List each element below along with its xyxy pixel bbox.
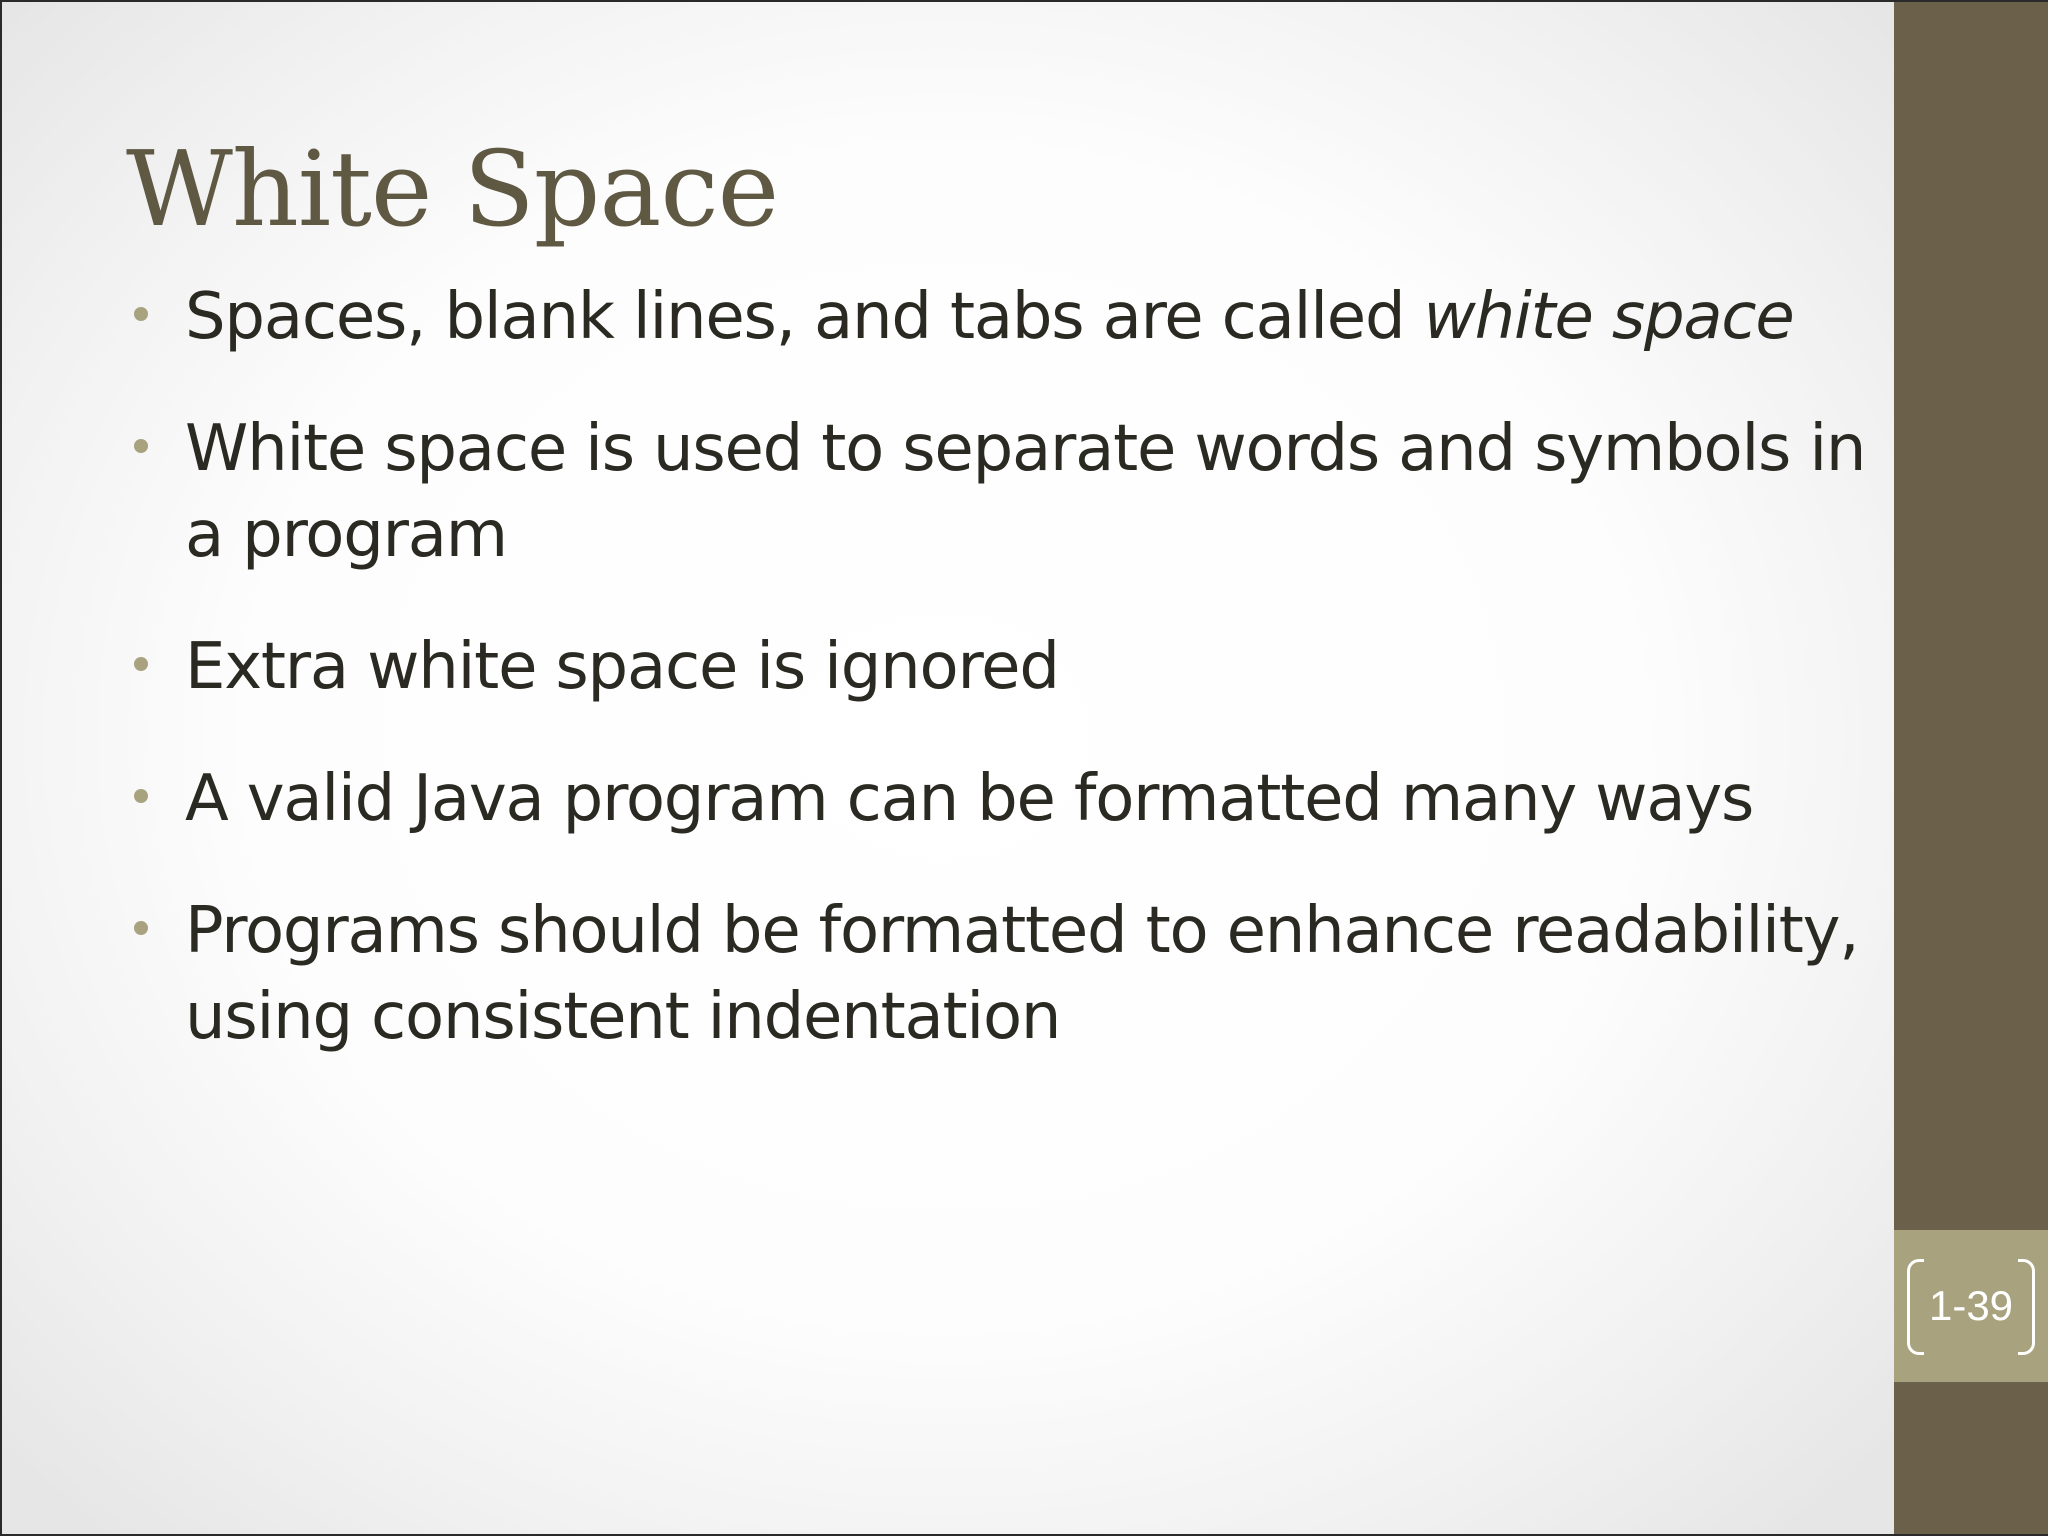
bullet-text: Programs should be formatted to enhance readability, using consistent indentation [185, 894, 1859, 1054]
slide-title: White Space [126, 128, 779, 250]
bullet-item [132, 274, 1892, 360]
bullet-emphasis: white space [1423, 280, 1794, 354]
left-bracket-icon [1907, 1259, 1924, 1355]
bullet-text: A valid Java program can be formatted many ways [185, 762, 1754, 836]
right-bracket-icon [2018, 1259, 2035, 1355]
bullet-item [132, 888, 1892, 1060]
bullet-icon [134, 921, 148, 935]
bullet-list [132, 274, 1892, 1106]
side-bar [1894, 2, 2048, 1534]
bullet-icon [134, 439, 148, 453]
bullet-text: White space is used to separate words and symbols in a program [185, 412, 1866, 572]
bullet-item [132, 756, 1892, 842]
bullet-icon [134, 789, 148, 803]
bullet-text: Extra white space is ignored [185, 630, 1059, 704]
slide-number: 1-39 [1928, 1282, 2014, 1329]
bullet-icon [134, 307, 148, 321]
bullet-item [132, 624, 1892, 710]
slide-number-tab [1894, 1230, 2048, 1382]
bullet-text: Spaces, blank lines, and tabs are called white space [185, 280, 1794, 354]
bullet-icon [134, 657, 148, 671]
slide-number-frame [1907, 1259, 2035, 1353]
bullet-item [132, 406, 1892, 578]
